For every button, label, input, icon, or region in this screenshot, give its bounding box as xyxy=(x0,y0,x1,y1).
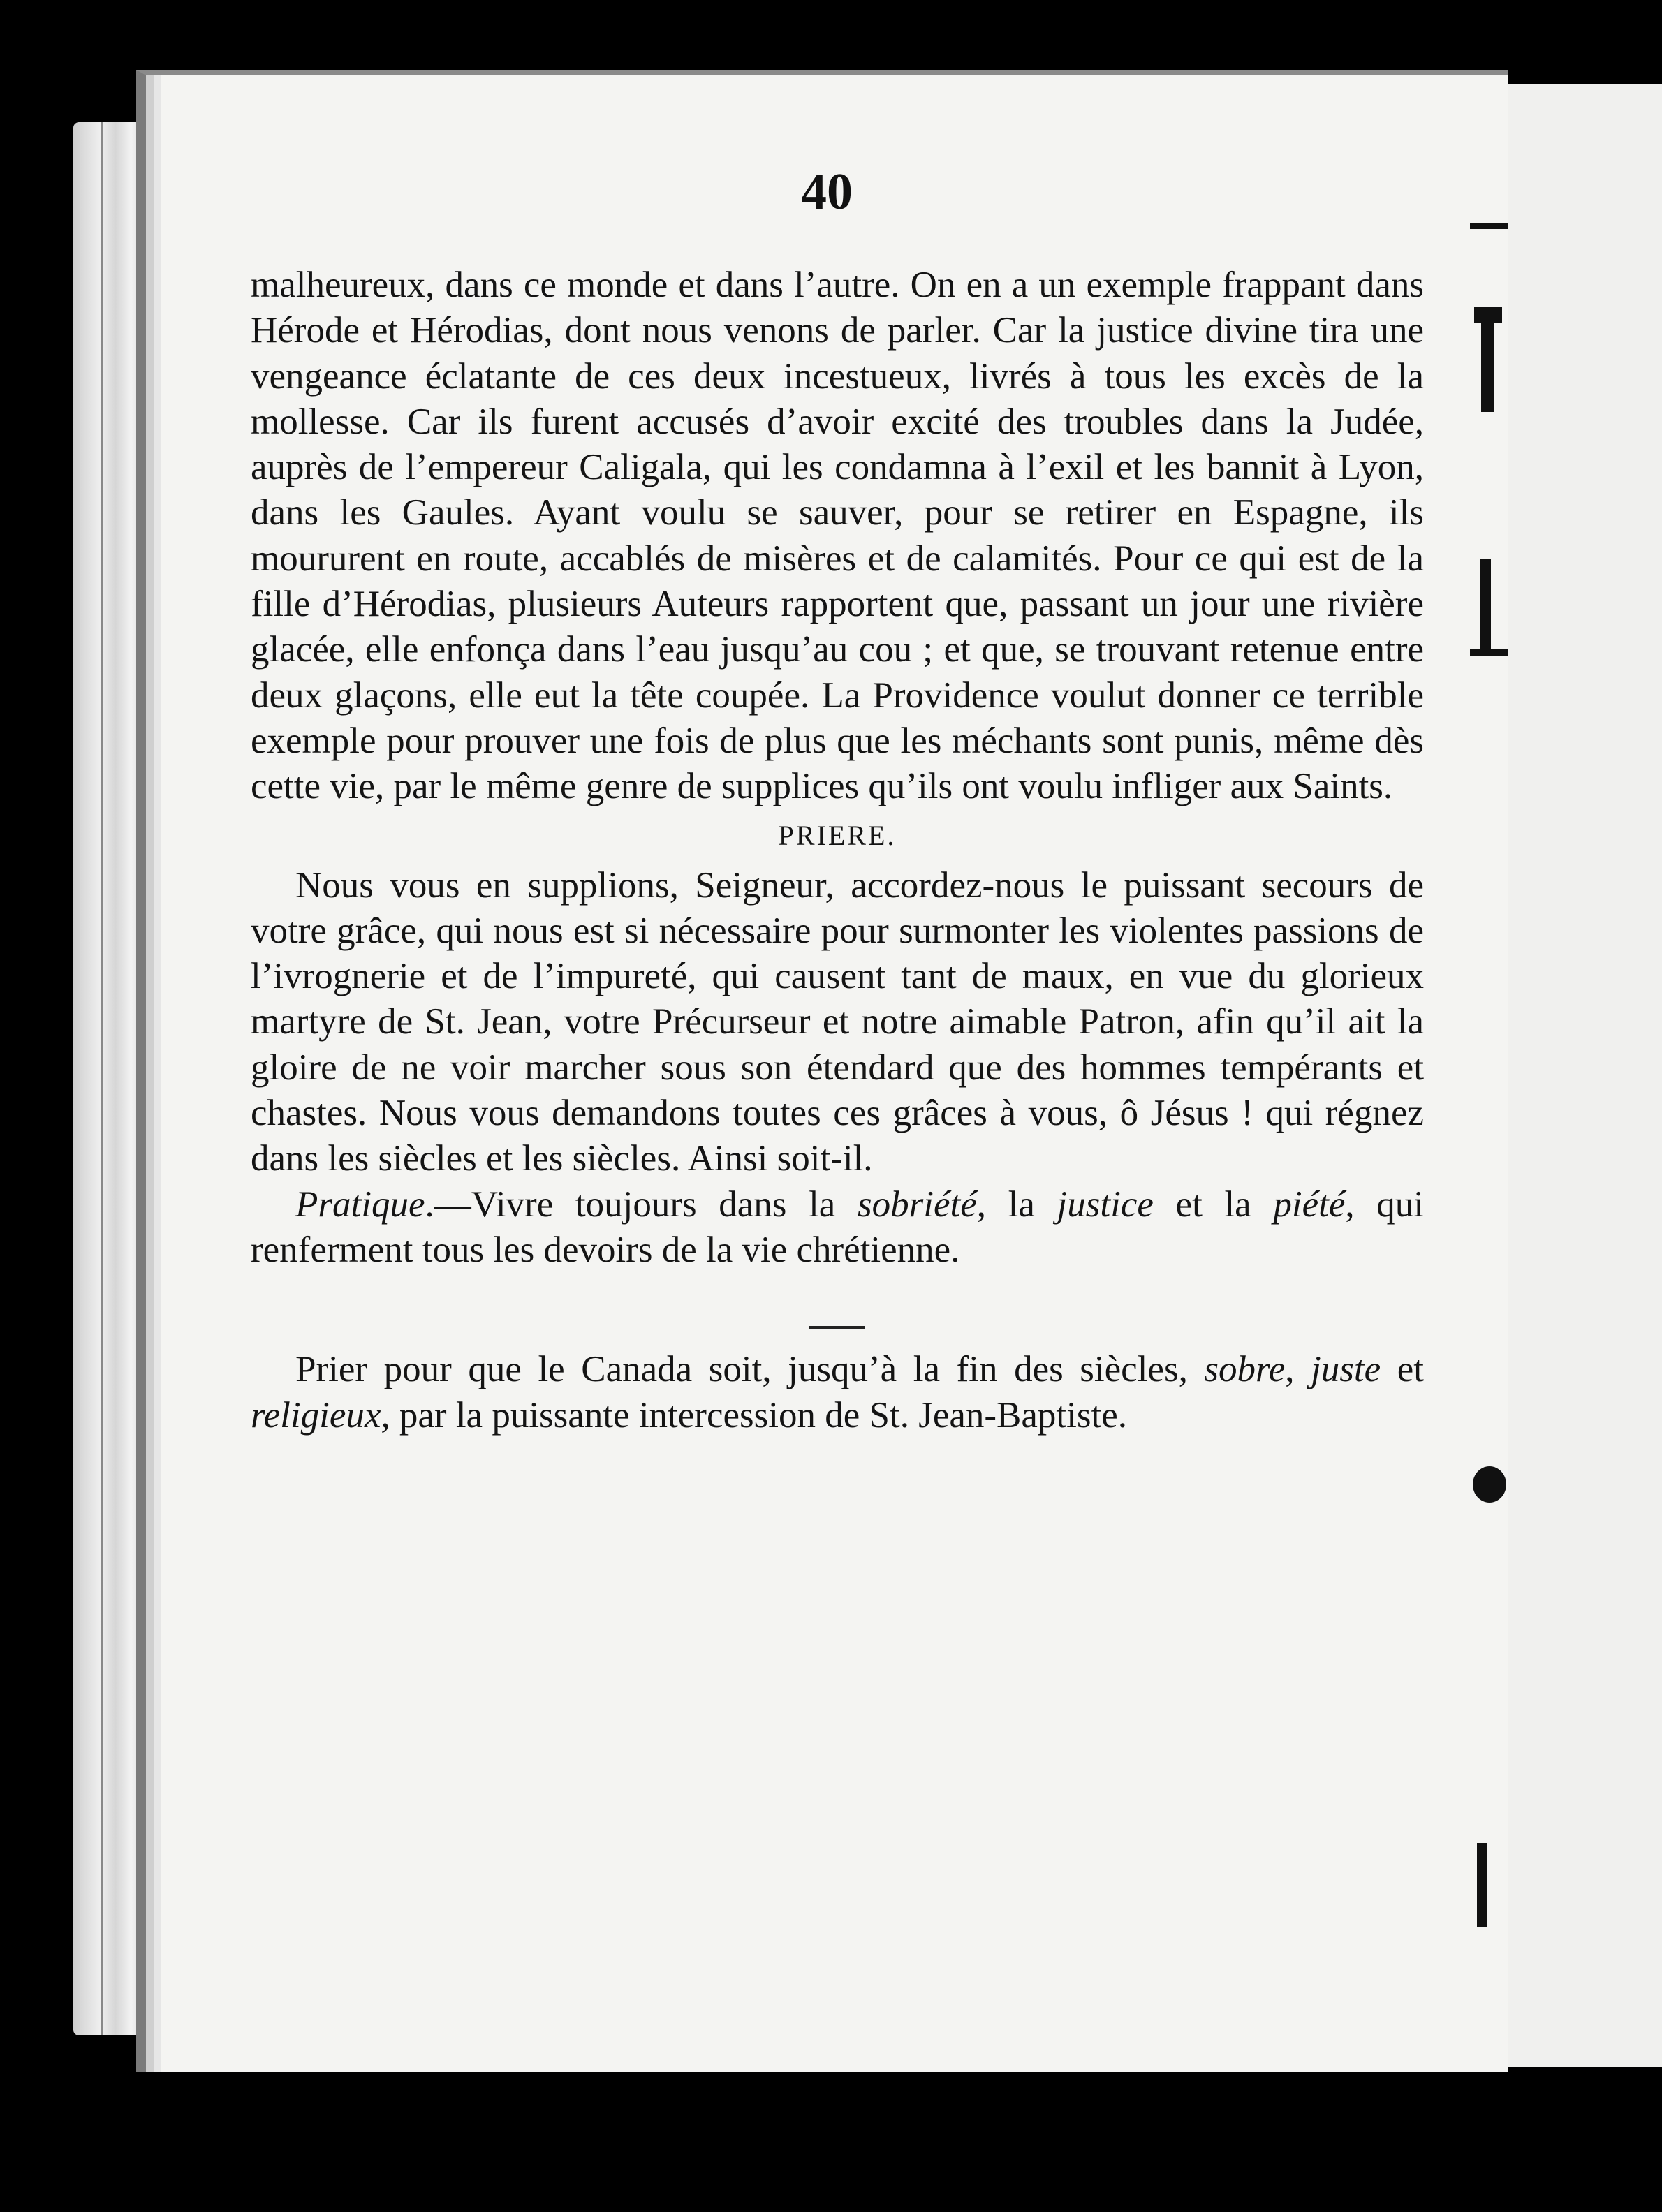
section-divider xyxy=(251,1301,1424,1347)
pratique-paragraph: Pratique.—Vivre toujours dans la sobriété, la justice et la piété, qui renferment tous les devoirs de la vie chrétienne. xyxy=(251,1184,1424,1270)
paragraph-main: malheureux, dans ce monde et dans l’autre. On en a un exemple frappant dans Hérode et Hérodias, dont nous venons de parler. Car la justice divine tira une vengeance éclatante de ces deux incestueux, livrés à tous les excès de la mollesse. Car ils furent accusés d’avoir excité des troubles dans la Judée, auprès de l’empereur Caligala, qui les condamna à l’exil et les bannit à Lyon, dans les Gaules. Ayant voulu se sauver, pour se retirer en Espagne, ils moururent en route, accablés de misères et de calamités. Pour ce qui est de la fille d’Hérodias, plusieurs Auteurs rapportent que, passant un jour une rivière glacée, elle enfonça dans l’eau jusqu’au cou ; et que, se trouvant retenue entre deux glaçons, elle eut la tête coupée. La Providence voulut donner ce terrible exemple pour prouver une fois de plus que les méchants sont punis, même dès cette vie, par le même genre de supplices qu’ils ont voulu infliger aux Saints. xyxy=(251,265,1424,807)
stitch-mark xyxy=(1470,223,1508,229)
prayer-paragraph: Nous vous en supplions, Seigneur, accordez-nous le puissant secours de votre grâce, qui nous est si nécessaire pour surmonter les violentes passions de l’ivrognerie et de l’impureté, qui causent tant de maux, en vue du glorieux martyre de St. Jean, votre Précurseur et notre aimable Patron, afin qu’il ait la gloire de ne voir marcher sous son étendard que des hommes tempérants et chastes. Nous vous demandons toutes ces grâces à vous, ô Jésus ! qui régnez dans les siècles et les siècles. Ainsi soit-il. xyxy=(251,864,1424,1179)
stitch-mark xyxy=(1481,321,1494,412)
binding-stitches xyxy=(1470,223,1508,2039)
stitch-mark xyxy=(1470,649,1508,656)
prayer-heading: PRIERE. xyxy=(778,819,897,851)
book-page xyxy=(136,70,1508,2072)
stitch-mark xyxy=(1473,1466,1506,1503)
stitch-mark xyxy=(1477,1843,1487,1927)
page-body xyxy=(251,263,1424,1438)
page-number: 40 xyxy=(801,163,853,221)
pratique-label: Pratique xyxy=(295,1184,425,1225)
stitch-mark xyxy=(1480,559,1491,649)
closing-paragraph: Prier pour que le Canada soit, jusqu’à la fin des siècles, sobre, juste et religieux, par la puissante intercession de St. Jean-Baptiste. xyxy=(251,1349,1425,1436)
facing-page-edge xyxy=(1498,84,1662,2067)
stitch-mark xyxy=(1474,307,1502,323)
